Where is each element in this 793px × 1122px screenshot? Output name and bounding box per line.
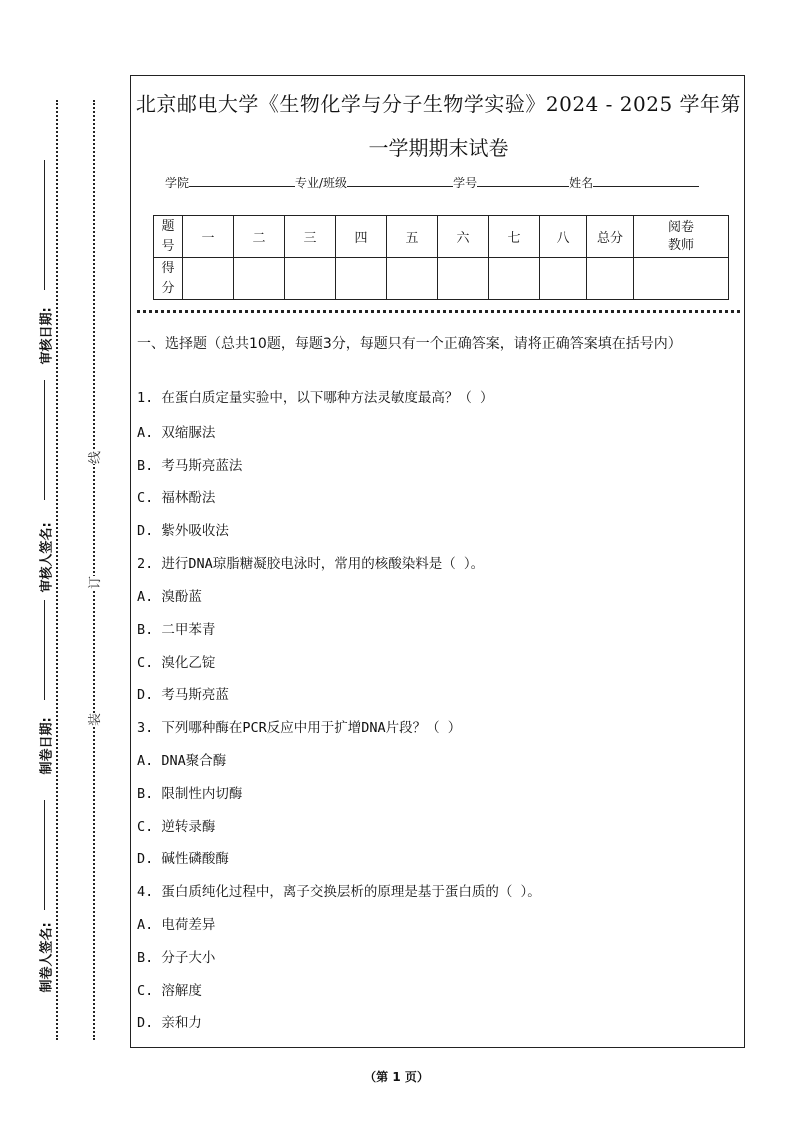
page-number: （第 1 页）: [364, 1070, 429, 1084]
field-blank-name[interactable]: [593, 174, 699, 187]
binding-mark-ding: 订: [84, 576, 103, 589]
score-cell[interactable]: [234, 258, 285, 300]
grader-cell[interactable]: [634, 258, 729, 300]
col-head-3: 三: [285, 216, 336, 258]
maker-sign-label: 制卷人签名:: [39, 922, 55, 993]
exam-frame: [130, 75, 745, 1048]
col-head-6: 六: [438, 216, 489, 258]
field-blank-id[interactable]: [477, 174, 569, 187]
q2-option-d: D. 考马斯亮蓝: [137, 687, 229, 703]
q2-option-c: C. 溴化乙锭: [137, 655, 216, 671]
question-stem-3: 3. 下列哪种酶在PCR反应中用于扩增DNA片段？（ ）: [137, 720, 462, 736]
maker-date-label: 制卷日期:: [39, 717, 55, 775]
exam-title-line2: 一学期期末试卷: [368, 136, 509, 160]
q1-option-d: D. 紫外吸收法: [137, 523, 229, 539]
exam-title-line1: 北京邮电大学《生物化学与分子生物学实验》2024 - 2025 学年第: [135, 92, 742, 116]
score-cell[interactable]: [336, 258, 387, 300]
inner-dotted-line: [93, 100, 95, 1040]
col-head-7: 七: [489, 216, 540, 258]
field-blank-major[interactable]: [347, 174, 453, 187]
field-label-id: 学号: [453, 176, 478, 190]
q4-option-d: D. 亲和力: [137, 1015, 202, 1031]
col-head-4: 四: [336, 216, 387, 258]
q3-option-a: A. DNA聚合酶: [137, 753, 227, 769]
row-head-score: 得分: [154, 258, 183, 300]
reviewer-sign-label: 审核人签名:: [39, 522, 55, 593]
score-table: [153, 215, 729, 300]
row-head-question: 题号: [154, 216, 183, 258]
q3-option-c: C. 逆转录酶: [137, 819, 216, 835]
q3-option-d: D. 碱性磷酸酶: [137, 851, 229, 867]
field-label-name: 姓名: [569, 176, 594, 190]
q4-option-a: A. 电荷差异: [137, 917, 216, 933]
col-head-total: 总分: [587, 216, 634, 258]
field-label-college: 学院: [165, 176, 190, 190]
score-cell[interactable]: [540, 258, 587, 300]
field-label-major: 专业/班级: [295, 176, 348, 190]
q3-option-b: B. 限制性内切酶: [137, 786, 243, 802]
outer-dotted-line: [56, 100, 58, 1040]
student-info-row: [165, 174, 699, 191]
col-head-8: 八: [540, 216, 587, 258]
question-stem-4: 4. 蛋白质纯化过程中，离子交换层析的原理是基于蛋白质的（ ）。: [137, 884, 541, 900]
q1-option-a: A. 双缩脲法: [137, 425, 216, 441]
maker-sign-blank: [44, 800, 45, 910]
score-cell-total[interactable]: [587, 258, 634, 300]
binding-mark-zhuang: 装: [84, 713, 103, 726]
q1-option-b: B. 考马斯亮蓝法: [137, 458, 243, 474]
q2-option-b: B. 二甲苯青: [137, 622, 216, 638]
q2-option-a: A. 溴酚蓝: [137, 589, 202, 605]
q1-option-c: C. 福林酚法: [137, 490, 216, 506]
reviewer-date-blank: [44, 160, 45, 290]
field-blank-college[interactable]: [189, 174, 295, 187]
q4-option-c: C. 溶解度: [137, 983, 202, 999]
section-heading: 一、选择题（总共10题，每题3分，每题只有一个正确答案，请将正确答案填在括号内）: [137, 336, 682, 352]
score-cell[interactable]: [285, 258, 336, 300]
reviewer-sign-blank: [44, 380, 45, 500]
col-head-5: 五: [387, 216, 438, 258]
score-cell[interactable]: [387, 258, 438, 300]
col-head-2: 二: [234, 216, 285, 258]
col-head-grader: 阅卷教师: [634, 216, 729, 258]
score-cell[interactable]: [438, 258, 489, 300]
binding-mark-line: 线: [84, 451, 103, 464]
separator-dotted: [137, 310, 740, 313]
col-head-1: 一: [183, 216, 234, 258]
question-stem-2: 2. 进行DNA琼脂糖凝胶电泳时，常用的核酸染料是（ ）。: [137, 556, 485, 572]
score-cell[interactable]: [183, 258, 234, 300]
q4-option-b: B. 分子大小: [137, 950, 216, 966]
maker-date-blank: [44, 600, 45, 700]
score-cell[interactable]: [489, 258, 540, 300]
reviewer-date-label: 审核日期:: [39, 307, 55, 365]
question-stem-1: 1. 在蛋白质定量实验中，以下哪种方法灵敏度最高？（ ）: [137, 390, 494, 406]
